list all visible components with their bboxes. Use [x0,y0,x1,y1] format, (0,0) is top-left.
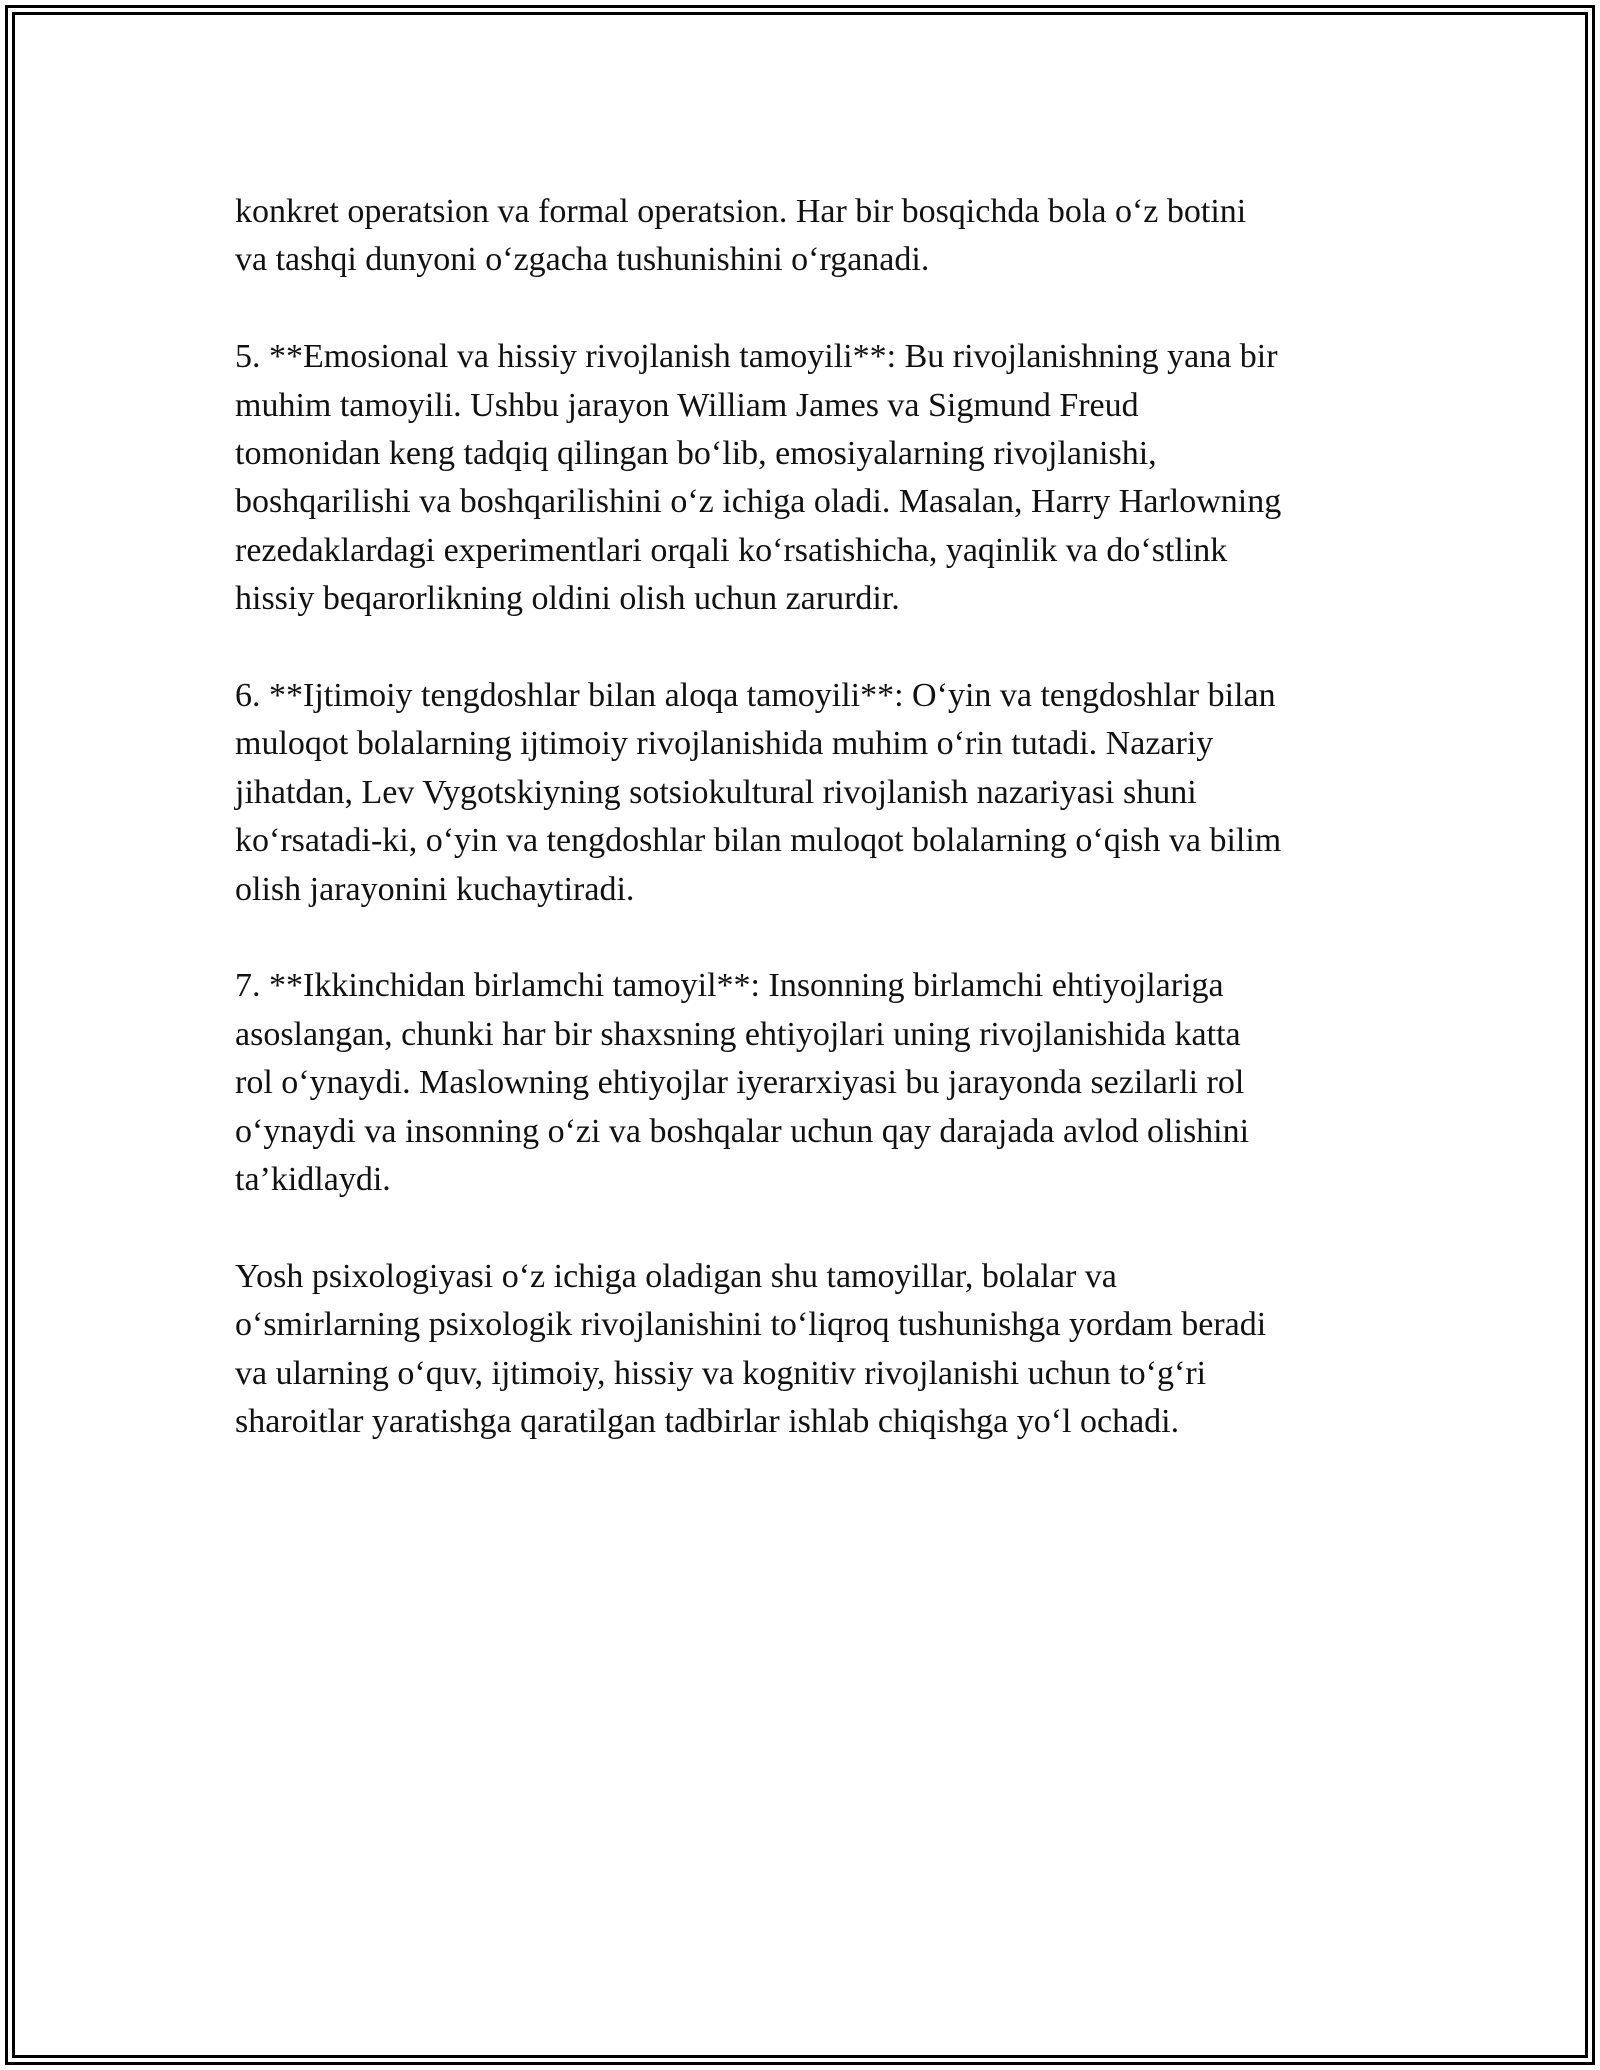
paragraph-principle-7: 7. **Ikkinchidan birlamchi tamoyil**: Insonning birlamchi ehtiyojlariga asoslangan, chunki har bir shaxsning ehtiyojlari uning rivojlanishida katta rol o‘ynaydi. Maslowning ehtiyojlar iyerarxiyasi bu jarayonda sezilarli rol o‘ynaydi va insonning o‘zi va boshqalar uchun qay darajada avlod olishini ta’kidlaydi. [235,967,1250,1199]
document-body [235,188,1375,1447]
paragraph-conclusion: Yosh psixologiyasi o‘z ichiga oladigan shu tamoyillar, bolalar va o‘smirlarning psixologik rivojlanishini to‘liqroq tushunishga yordam beradi va ularning o‘quv, ijtimoiy, hissiy va kognitiv rivojlanishi uchun to‘g‘ri sharoitlar yaratishga qaratilgan tadbirlar ishlab chiqishga yo‘l ochadi. [235,1257,1267,1441]
paragraph-principle-5: 5. **Emosional va hissiy rivojlanish tamoyili**: Bu rivojlanishning yana bir muhim tamoyili. Ushbu jarayon William James va Sigmund Freud tomonidan keng tadqiq qilingan bo‘lib, emosiyalarning rivojlanishi, boshqarilishi va boshqarilishini o‘z ichiga oladi. Masalan, Harry Harlowning rezedaklardagi experimentlari orqali ko‘rsatishicha, yaqinlik va do‘stlink hissiy beqarorlikning oldini olish uchun zarurdir. [235,338,1282,618]
paragraph-principle-6: 6. **Ijtimoiy tengdoshlar bilan aloqa tamoyili**: O‘yin va tengdoshlar bilan muloqot bolalarning ijtimoiy rivojlanishida muhim o‘rin tutadi. Nazariy jihatdan, Lev Vygotskiyning sotsiokultural rivojlanish nazariyasi shuni ko‘rsatadi-ki, o‘yin va tengdoshlar bilan muloqot bolalarning o‘qish va bilim olish jarayonini kuchaytiradi. [235,677,1282,908]
paragraph-intro-continuation: konkret operatsion va formal operatsion. Har bir bosqichda bola o‘z botini va tashqi dunyoni o‘zgacha tushunishini o‘rganadi. [235,193,1247,279]
